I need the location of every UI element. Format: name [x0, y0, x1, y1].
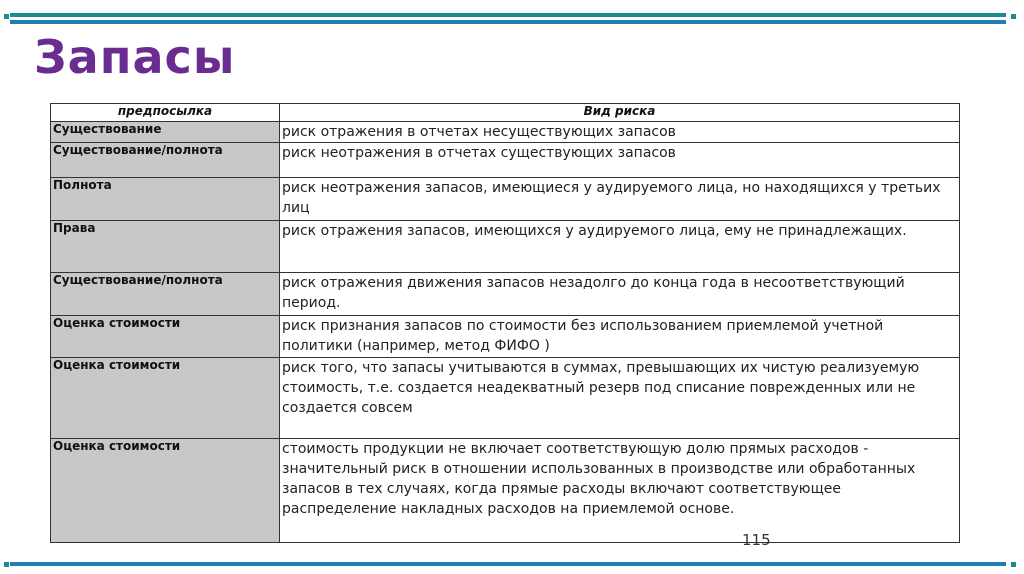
table-row	[51, 316, 960, 358]
risk-cell: риск отражения запасов, имеющихся у аудируемого лица, ему не принадлежащих.	[280, 221, 960, 273]
page-title: Запасы	[34, 30, 236, 84]
table-row	[51, 178, 960, 221]
premise-cell: Существование/полнота	[51, 273, 280, 316]
premise-cell: Существование/полнота	[51, 143, 280, 178]
risk-cell: риск отражения в отчетах несуществующих запасов	[280, 122, 960, 143]
decor-square-right	[1011, 14, 1016, 19]
premise-cell: Существование	[51, 122, 280, 143]
table-row	[51, 221, 960, 273]
risk-cell: риск того, что запасы учитываются в суммах, превышающих их чистую реализуемую стоимость, т.е. создается неадекватный резерв под списание поврежденных или не создается совсем	[280, 358, 960, 439]
table-row	[51, 273, 960, 316]
premise-cell: Полнота	[51, 178, 280, 221]
table-row	[51, 439, 960, 543]
premise-cell: Оценка стоимости	[51, 316, 280, 358]
decor-line-blue	[10, 20, 1006, 24]
risk-cell: риск отражения движения запасов незадолго до конца года в несоответствующий период.	[280, 273, 960, 316]
table-header-row	[51, 104, 960, 122]
premise-cell: Права	[51, 221, 280, 273]
risk-cell: стоимость продукции не включает соответствующую долю прямых расходов - значительный риск в отношении использованных в производстве или обработанных запасов в тех случаях, когда прямые расходы включают соответствующее распределение накладных расходов на приемлемой основе.	[280, 439, 960, 543]
decor-square-bottom-left	[4, 562, 9, 567]
decor-line-teal	[10, 13, 1006, 17]
decor-square-bottom-right	[1011, 562, 1016, 567]
risk-table	[50, 103, 960, 543]
risk-cell: риск признания запасов по стоимости без использованием приемлемой учетной политики (например, метод ФИФО )	[280, 316, 960, 358]
page-number: 115	[742, 531, 771, 549]
header-risk-type: Вид риска	[280, 104, 960, 122]
premise-cell: Оценка стоимости	[51, 439, 280, 543]
decor-line-bottom	[10, 562, 1006, 566]
decor-square-left	[4, 14, 9, 19]
table-row	[51, 122, 960, 143]
risk-cell: риск неотражения запасов, имеющиеся у аудируемого лица, но находящихся у третьих лиц	[280, 178, 960, 221]
premise-cell: Оценка стоимости	[51, 358, 280, 439]
header-premise: предпосылка	[51, 104, 280, 122]
table-row	[51, 358, 960, 439]
risk-cell: риск неотражения в отчетах существующих запасов	[280, 143, 960, 178]
table-row	[51, 143, 960, 178]
